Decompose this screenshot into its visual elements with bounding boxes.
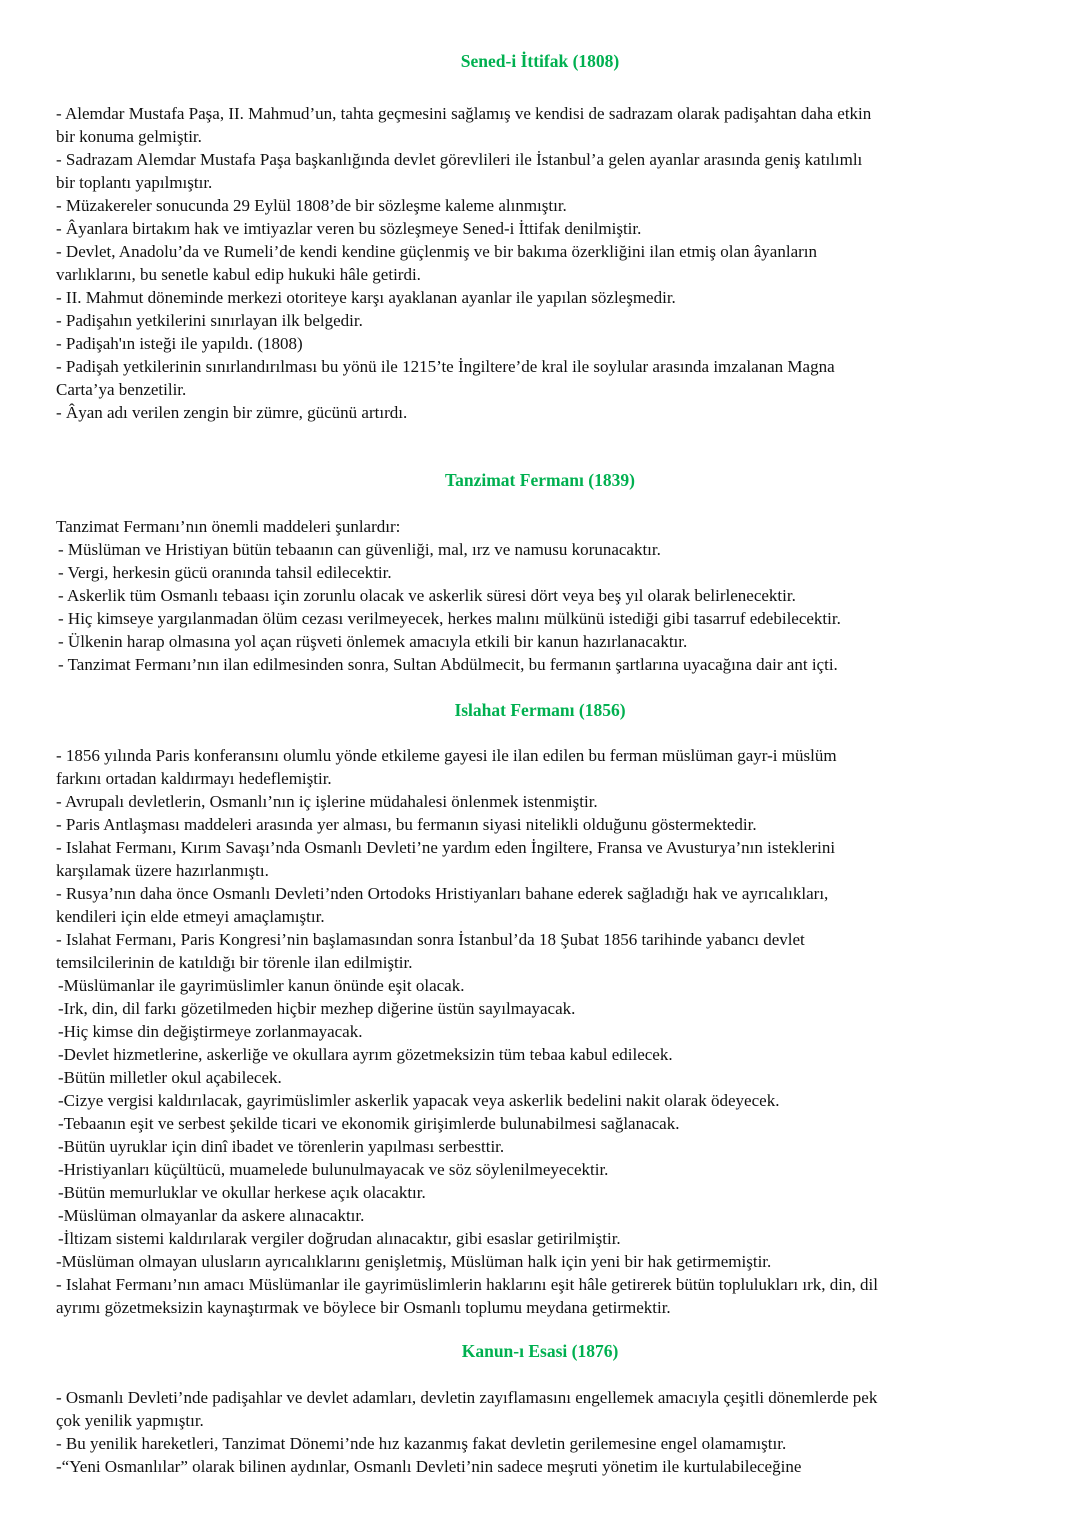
text-line: - II. Mahmut döneminde merkezi otoriteye karşı ayaklanan ayanlar ile yapılan sözleşmedir. (56, 288, 676, 307)
text-line: bir konuma gelmiştir. (56, 127, 202, 146)
text-line: - Hiç kimseye yargılanmadan ölüm cezası verilmeyecek, herkes malını mülkünü istediği gibi tasarruf edebilecektir. (58, 609, 841, 628)
section-title-islahat-fermani: Islahat Fermanı (1856) (454, 700, 626, 720)
text-line: - Askerlik tüm Osmanlı tebaası için zorunlu olacak ve askerlik süresi dört veya beş yıl olarak belirlenecektir. (58, 586, 796, 605)
text-line: - Ülkenin harap olmasına yol açan rüşveti önlemek amacıyla etkili bir kanun hazırlanacaktır. (58, 632, 688, 651)
text-line: - Âyan adı verilen zengin bir zümre, gücünü artırdı. (56, 403, 408, 422)
text-line: çok yenilik yapmıştır. (56, 1411, 204, 1430)
section-title-tanzimat-fermani: Tanzimat Fermanı (1839) (445, 470, 635, 490)
text-line: -Hristiyanları küçültücü, muamelede bulunulmayacak ve söz söylenilmeyecektir. (58, 1160, 609, 1179)
text-line: bir toplantı yapılmıştır. (56, 173, 213, 192)
section-body-tanzimat-fermani (56, 515, 1026, 676)
text-line: -Müslüman olmayanlar da askere alınacaktır. (58, 1206, 365, 1225)
section-title-sened-i-ittifak: Sened-i İttifak (1808) (460, 51, 620, 71)
text-line: - Tanzimat Fermanı’nın ilan edilmesinden sonra, Sultan Abdülmecit, bu fermanın şartlarına uyacağına dair ant içti. (58, 655, 838, 674)
text-line: -Hiç kimse din değiştirmeye zorlanmayacak. (58, 1022, 363, 1041)
text-line: - Paris Antlaşması maddeleri arasında yer alması, bu fermanın siyasi nitelikli olduğunu göstermektedir. (56, 815, 757, 834)
text-line: -Tebaanın eşit ve serbest şekilde ticari ve ekonomik girişimlerde bulunabilmesi sağlanacak. (58, 1114, 680, 1133)
text-line: - Padişah yetkilerinin sınırlandırılması bu yönü ile 1215’te İngiltere’de kral ile soylular arasında imzalanan Magna (56, 357, 835, 376)
text-line: ayrımı gözetmeksizin kaynaştırmak ve böylece bir Osmanlı toplumu meydana getirmektir. (56, 1298, 671, 1317)
text-line: - Padişah'ın isteği ile yapıldı. (1808) (56, 334, 303, 353)
text-line: - Müslüman ve Hristiyan bütün tebaanın can güvenliği, mal, ırz ve namusu korunacaktır. (58, 540, 661, 559)
section-title-kanun-i-esasi: Kanun-ı Esasi (1876) (461, 1341, 619, 1361)
text-line: - Padişahın yetkilerini sınırlayan ilk belgedir. (56, 311, 363, 330)
text-line: varlıklarını, bu senetle kabul edip hukuki hâle getirdi. (56, 265, 421, 284)
text-line: - Islahat Fermanı’nın amacı Müslümanlar ile gayrimüslimlerin haklarını eşit hâle getirerek bütün toplulukları ırk, din, dil (56, 1275, 878, 1294)
text-line: Carta’ya benzetilir. (56, 380, 187, 399)
text-line: - Bu yenilik hareketleri, Tanzimat Dönemi’nde hız kazanmış fakat devletin gerilemesine engel olamamıştır. (56, 1434, 787, 1453)
text-line: -İltizam sistemi kaldırılarak vergiler doğrudan alınacaktır, gibi esaslar getirilmiştir. (58, 1229, 621, 1248)
text-line: - Alemdar Mustafa Paşa, II. Mahmud’un, tahta geçmesini sağlamış ve kendisi de sadrazam olarak padişahtan daha etkin (56, 104, 872, 123)
section-body-sened-i-ittifak (56, 102, 1026, 424)
text-line: -Müslüman olmayan ulusların ayrıcalıklarını genişletmiş, Müslüman halk için yeni bir hak getirmemiştir. (56, 1252, 772, 1271)
text-line: - Müzakereler sonucunda 29 Eylül 1808’de bir sözleşme kaleme alınmıştır. (56, 196, 567, 215)
text-line: - Sadrazam Alemdar Mustafa Paşa başkanlığında devlet görevlileri ile İstanbul’a gelen ayanlar arasında geniş katılımlı (56, 150, 863, 169)
text-line: - Islahat Fermanı, Paris Kongresi’nin başlamasından sonra İstanbul’da 18 Şubat 1856 tarihinde yabancı devlet (56, 930, 805, 949)
text-line: - Avrupalı devletlerin, Osmanlı’nın iç işlerine müdahalesi önlenmek istenmiştir. (56, 792, 598, 811)
text-line: - 1856 yılında Paris konferansını olumlu yönde etkileme gayesi ile ilan edilen bu ferman müslüman gayr-i müslüm (56, 746, 837, 765)
text-line: - Âyanlara birtakım hak ve imtiyazlar veren bu sözleşmeye Sened-i İttifak denilmiştir. (56, 219, 642, 238)
text-line: -Bütün milletler okul açabilecek. (58, 1068, 282, 1087)
text-line: - Islahat Fermanı, Kırım Savaşı’nda Osmanlı Devleti’ne yardım eden İngiltere, Fransa ve Avusturya’nın isteklerini (56, 838, 836, 857)
text-line: -Bütün memurluklar ve okullar herkese açık olacaktır. (58, 1183, 426, 1202)
section-body-islahat-fermani (56, 744, 1026, 1319)
section-body-kanun-i-esasi (56, 1386, 1026, 1478)
text-line: -Cizye vergisi kaldırılacak, gayrimüslimler askerlik yapacak veya askerlik bedelini nakit olarak ödeyecek. (58, 1091, 780, 1110)
text-line: - Devlet, Anadolu’da ve Rumeli’de kendi kendine güçlenmiş ve bir bakıma özerkliğini ilan etmiş olan âyanların (56, 242, 817, 261)
text-line: karşılamak üzere hazırlanmıştı. (56, 861, 269, 880)
text-line: -Irk, din, dil farkı gözetilmeden hiçbir mezhep diğerine üstün sayılmayacak. (58, 999, 576, 1018)
text-line: farkını ortadan kaldırmayı hedeflemiştir. (56, 769, 332, 788)
text-line: temsilcilerinin de katıldığı bir törenle ilan edilmiştir. (56, 953, 413, 972)
text-line: -“Yeni Osmanlılar” olarak bilinen aydınlar, Osmanlı Devleti’nin sadece meşruti yönetim ile kurtulabileceğine (56, 1457, 802, 1476)
text-line: - Osmanlı Devleti’nde padişahlar ve devlet adamları, devletin zayıflamasını engellemek amacıyla çeşitli dönemlerde pek (56, 1388, 878, 1407)
text-line: - Vergi, herkesin gücü oranında tahsil edilecektir. (58, 563, 392, 582)
text-line: kendileri için elde etmeyi amaçlamıştır. (56, 907, 325, 926)
text-line: - Rusya’nın daha önce Osmanlı Devleti’nden Ortodoks Hristiyanları bahane ederek sağladığı hak ve ayrıcalıkları, (56, 884, 829, 903)
text-line: -Bütün uyruklar için dinî ibadet ve törenlerin yapılması serbesttir. (58, 1137, 505, 1156)
text-line: Tanzimat Fermanı’nın önemli maddeleri şunlardır: (56, 517, 401, 536)
text-line: -Devlet hizmetlerine, askerliğe ve okullara ayrım gözetmeksizin tüm tebaa kabul edilecek. (58, 1045, 673, 1064)
text-line: -Müslümanlar ile gayrimüslimler kanun önünde eşit olacak. (58, 976, 465, 995)
